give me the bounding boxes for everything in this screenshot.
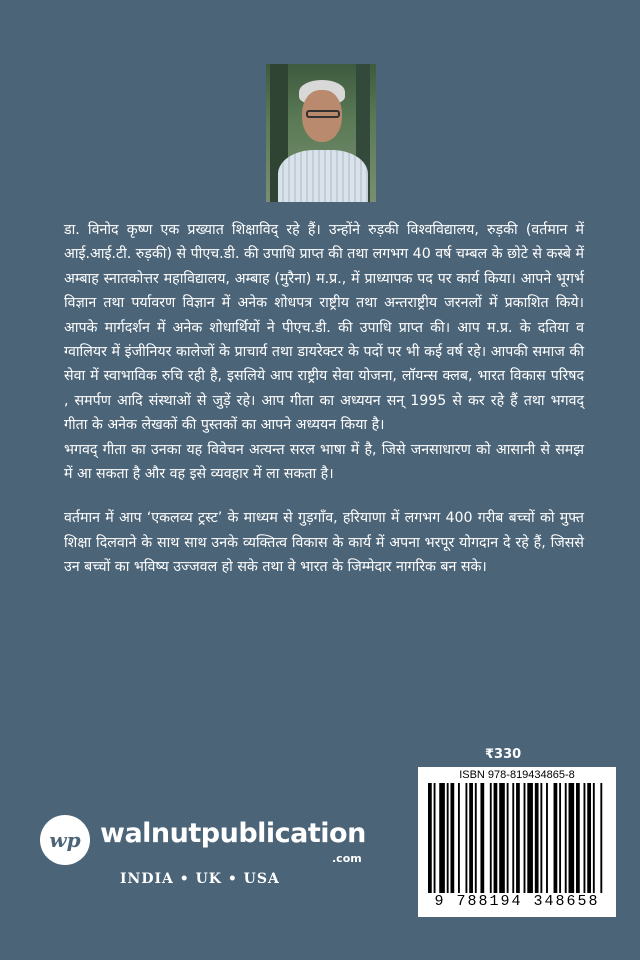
barcode-bar [480, 783, 484, 893]
author-bio [64, 218, 584, 580]
barcode-bar [600, 783, 602, 893]
photo-shirt [278, 150, 368, 202]
barcode-bar [535, 783, 539, 893]
barcode-bar [527, 783, 533, 893]
barcode-bar [494, 783, 498, 893]
barcode-bar [434, 783, 436, 893]
barcode-bar [584, 783, 586, 893]
isbn-label: ISBN 978-819434865-8 [459, 769, 575, 781]
author-photo [266, 64, 376, 202]
isbn-number: 9 788194 348658 [434, 893, 600, 910]
publisher-logo-icon [40, 815, 90, 865]
barcode-bar [569, 783, 575, 893]
barcode-bar [587, 783, 591, 893]
photo-glasses [306, 110, 340, 118]
barcode-bar [490, 783, 492, 893]
barcode-bar [546, 783, 548, 893]
barcode-bar [458, 783, 460, 893]
barcode-bar [540, 783, 542, 893]
barcode-bar [524, 783, 526, 893]
bio-paragraph-3: वर्तमान में आप ‘एकलव्य ट्रस्ट’ के माध्यम से गुड़गाँव, हरियाणा में लगभग 400 गरीब बच्चों को मुफ्त शिक्षा दिलवाने के साथ साथ उनके व्यक्तित्व विकास के कार्य में अपना भरपूर योगदान दे रहे हैं, जिससे उन बच्चों का भविष्य उज्जवल हो सके तथा वे भारत के जिम्मेदार नागरिक बन सके। [64, 510, 584, 576]
bio-paragraph-2: भगवद् गीता का उनका यह विवेचन अत्यन्त सरल भाषा में है, जिसे जनसाधारण को आसानी से समझ में आ सकता है और वह इसे व्यवहार में ला सकता है। [64, 441, 584, 483]
barcode-bar [475, 783, 477, 893]
barcode-bar [450, 783, 454, 893]
barcode-bar [507, 783, 509, 893]
barcode-bar [559, 783, 561, 893]
barcode-bars [428, 783, 606, 893]
publisher-domain: .com [332, 852, 362, 865]
barcode-bar [576, 783, 580, 893]
barcode-bar [593, 783, 595, 893]
barcode-bar [469, 783, 473, 893]
barcode-bar [516, 783, 520, 893]
barcode [418, 767, 616, 917]
publisher-name: walnutpublication [100, 818, 366, 849]
barcode-bar [499, 783, 505, 893]
bio-paragraph-1: डा. विनोद कृष्ण एक प्रख्यात शिक्षाविद् रहे हैं। उन्होंने रुड़की विश्वविद्यालय, रुड़की (वर्तमान में आई.आई.टी. रुड़की) से पीएच.डी. की उपाधि प्राप्त की तथा लगभग 40 वर्ष चम्बल के छोटे से कस्बे में अम्बाह स्नातकोत्तर महाविद्यालय, अम्बाह (मुरैना) म.प्र., में प्राध्यापक पद पर कार्य किया। आपने भूगर्भ विज्ञान तथा पर्यावरण विज्ञान में अनेक शोधपत्र राष्ट्रीय तथा अन्तराष्ट्रीय जरनलों में प्रकाशित किये। आपके मार्गदर्शन में अनेक शोधार्थियों ने पीएच.डी. की उपाधि प्राप्त की। आप म.प्र. के दतिया व ग्वालियर में इंजीनियर कालेजों के प्राचार्य तथा डायरेक्टर के पदों पर भी कई वर्ष रहे। आपकी समाज की सेवा में स्वाभाविक रुचि रही है, इसलिये आप राष्ट्रीय सेवा योजना, लॉयन्स क्लब, भारत विकास परिषद , समर्पण आदि संस्थाओं से जुड़ें रहे। आप गीता का अध्ययन सन् 1995 से कर रहे हैं तथा भगवद् गीता के अनेक लेखकों की पुस्तकों का आपने अध्ययन किया है। [64, 222, 584, 434]
barcode-bar [439, 783, 445, 893]
barcode-bar [447, 783, 449, 893]
barcode-bar [565, 783, 567, 893]
barcode-bar [428, 783, 432, 893]
barcode-bar [465, 783, 467, 893]
logo-mark: wp [49, 828, 81, 852]
barcode-bar [554, 783, 558, 893]
barcode-bar [512, 783, 514, 893]
price-label: ₹330 [485, 747, 522, 762]
publisher-regions: INDIA • UK • USA [120, 871, 280, 887]
